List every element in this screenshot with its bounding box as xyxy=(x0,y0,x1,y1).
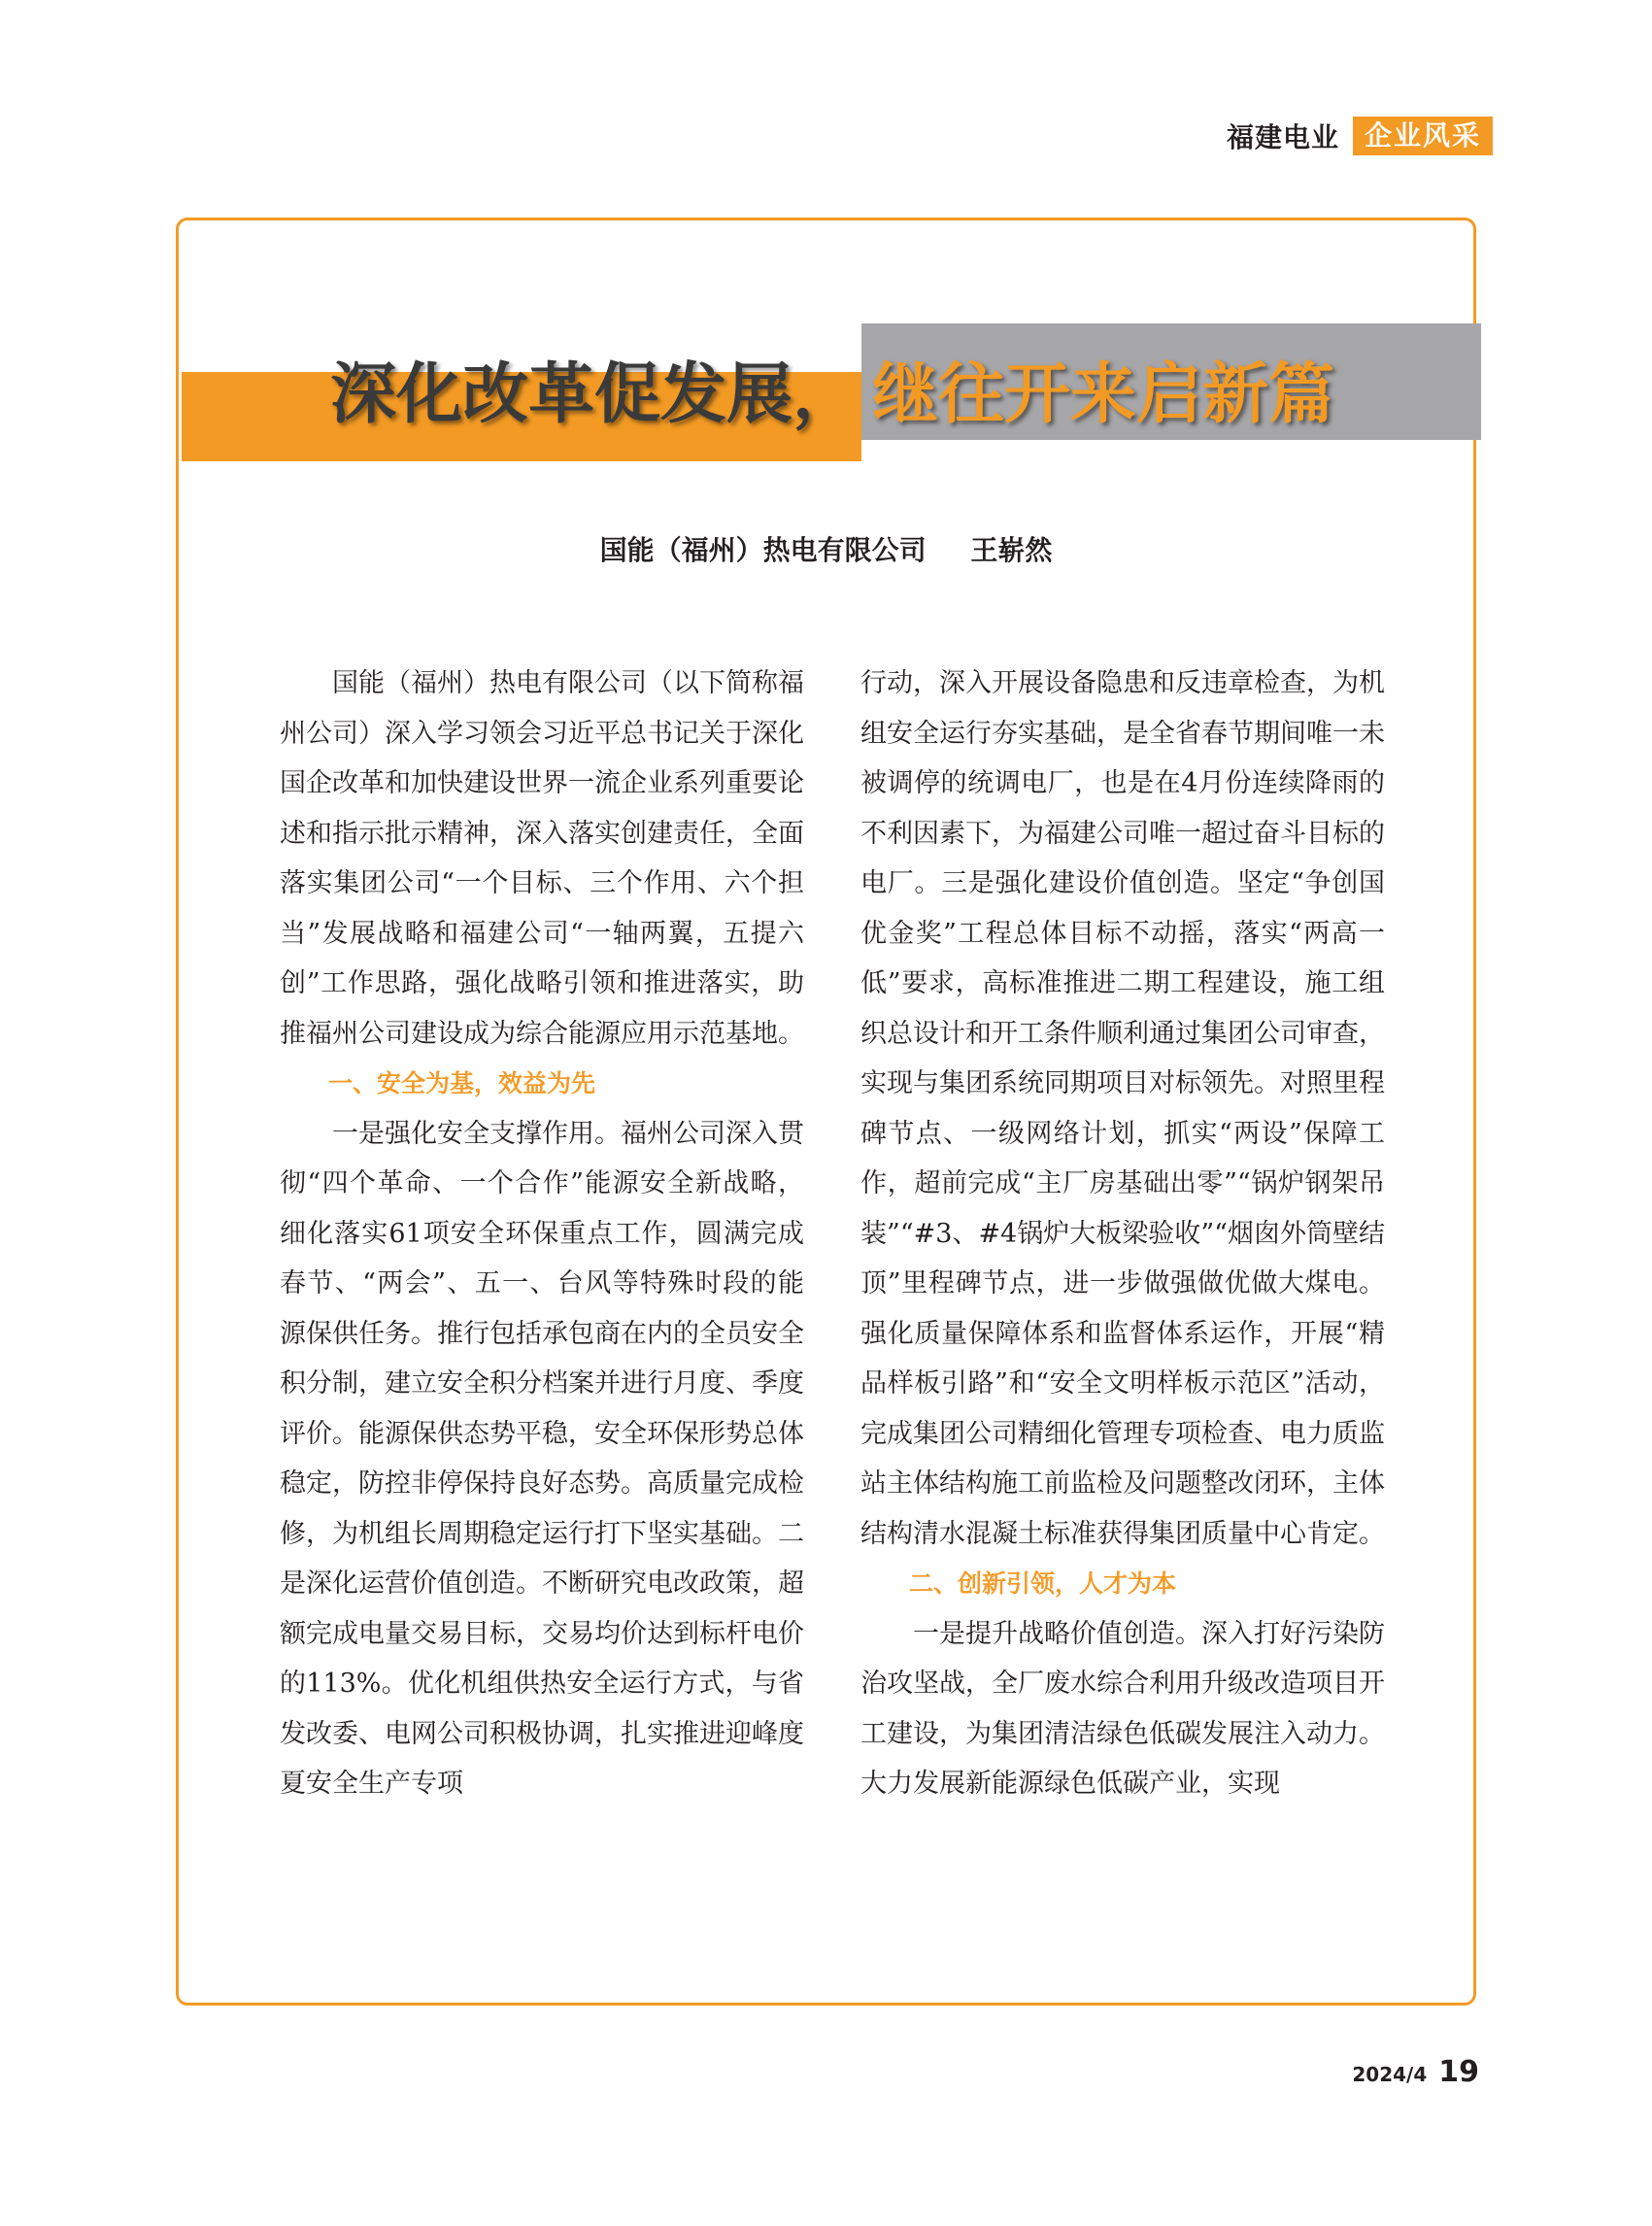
paragraph: 国能（福州）热电有限公司（以下简称福州公司）深入学习领会习近平总书记关于深化国企改革和加快建设世界一流企业系列重要论述和指示批示精神，深入落实创建责任，全面落实集团公司“一个目标、三个作用、六个担当”发展战略和福建公司“一轴两翼，五提六创”工作思路，强化战略引领和推进落实，助推福州公司建设成为综合能源应用示范基地。 xyxy=(280,668,804,1049)
page-header xyxy=(1227,117,1493,155)
right-column xyxy=(860,658,1385,1809)
paragraph: 一是强化安全支撑作用。福州公司深入贯彻“四个革命、一个合作”能源安全新战略，细化落实61项安全环保重点工作，圆满完成春节、“两会”、五一、台风等特殊时段的能源保供任务。推行包括承包商在内的全员安全积分制，建立安全积分档案并进行月度、季度评价。能源保供态势平稳，安全环保形势总体稳定，防控非停保持良好态势。高质量完成检修，为机组长周期稳定运行打下坚实基础。二是深化运营价值创造。不断研究电改政策，超额完成电量交易目标，交易均价达到标杆电价的113%。优化机组供热安全运行方式，与省发改委、电网公司积极协调，扎实推进迎峰度夏安全生产专项 xyxy=(280,1118,804,1799)
column-tag: 企业风采 xyxy=(1353,117,1493,155)
title-part-2: 继往开来启新篇 xyxy=(872,354,1335,433)
section-heading: 一、安全为基，效益为先 xyxy=(328,1069,596,1097)
byline-organization: 国能（福州）热电有限公司 xyxy=(599,534,927,566)
article-title xyxy=(330,340,1399,437)
magazine-name: 福建电业 xyxy=(1226,121,1339,153)
byline xyxy=(0,529,1652,568)
paragraph: 行动，深入开展设备隐患和反违章检查，为机组安全运行夯实基础，是全省春节期间唯一未被调停的统调电厂，也是在4月份连续降雨的不利因素下，为福建公司唯一超过奋斗目标的电厂。三是强化建设价值创造。坚定“争创国优金奖”工程总体目标不动摇，落实“两高一低”要求，高标准推进二期工程建设，施工组织总设计和开工条件顺利通过集团公司审查，实现与集团系统同期项目对标领先。对照里程碑节点、一级网络计划，抓实“两设”保障工作，超前完成“主厂房基础出零”“锅炉钢架吊装”“#3、#4锅炉大板梁验收”“烟囱外筒壁结顶”里程碑节点，进一步做强做优做大煤电。强化质量保障体系和监督体系运作，开展“精品样板引路”和“安全文明样板示范区”活动，完成集团公司精细化管理专项检查、电力质监站主体结构施工前监检及问题整改闭环，主体结构清水混凝土标准获得集团质量中心肯定。 xyxy=(860,668,1385,1549)
issue-number: 2024/4 xyxy=(1352,2063,1428,2086)
section-heading: 二、创新引领，人才为本 xyxy=(909,1569,1177,1598)
title-part-1: 深化改革促发展， xyxy=(330,354,860,433)
page-number: 19 xyxy=(1438,2055,1479,2089)
page-footer xyxy=(1352,2055,1479,2089)
paragraph: 一是提升战略价值创造。深入打好污染防治攻坚战，全厂废水综合利用升级改造项目开工建设，为集团清洁绿色低碳发展注入动力。大力发展新能源绿色低碳产业，实现 xyxy=(860,1618,1385,1799)
byline-author: 王崭然 xyxy=(970,534,1053,566)
left-column xyxy=(280,658,804,1809)
